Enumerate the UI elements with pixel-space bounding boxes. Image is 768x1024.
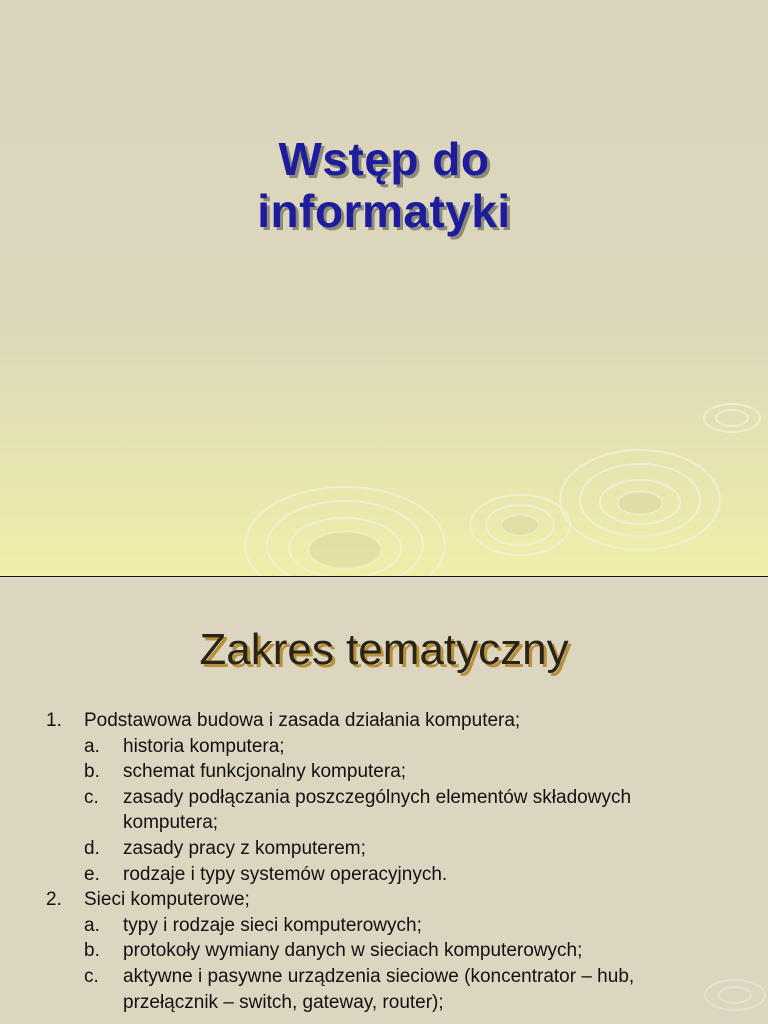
list-text: historia komputera; [123, 735, 285, 757]
list-text: Podstawowa budowa i zasada działania komputera; [84, 710, 521, 731]
list-item [0, 938, 768, 964]
list-item [0, 785, 768, 811]
slide-2-title: Zakres tematyczny [199, 625, 569, 674]
list-item [0, 708, 768, 734]
list-text: aktywne i pasywne urządzenia sieciowe (koncentrator – hub, [123, 965, 635, 987]
list-text: protokoły wymiany danych w sieciach komputerowych; [123, 940, 583, 962]
topic-list [0, 708, 768, 1015]
list-item [0, 964, 768, 990]
list-text: komputera; [123, 812, 219, 834]
list-marker: c. [84, 965, 99, 987]
list-item [0, 734, 768, 760]
list-item [0, 913, 768, 939]
title-line-1: Wstęp do [278, 133, 490, 185]
list-item [0, 759, 768, 785]
list-marker: c. [84, 786, 99, 808]
list-marker: d. [84, 837, 100, 859]
list-text: zasady podłączania poszczególnych elementów składowych [123, 786, 632, 808]
list-item [0, 887, 768, 913]
list-text: przełącznik – switch, gateway, router); [123, 991, 444, 1013]
list-marker: 2. [46, 889, 62, 911]
list-text: Sieci komputerowe; [84, 889, 250, 911]
title-line-2: informatyki [257, 185, 511, 237]
list-marker: a. [84, 914, 100, 936]
list-item [0, 836, 768, 862]
list-marker: a. [84, 735, 100, 757]
list-item [0, 990, 768, 1016]
list-text: schemat funkcjonalny komputera; [123, 761, 407, 783]
list-text: zasady pracy z komputerem; [123, 837, 366, 859]
list-item [0, 862, 768, 888]
list-item [0, 810, 768, 836]
list-marker: b. [84, 761, 100, 783]
list-marker: b. [84, 940, 100, 962]
slide-1-title [0, 133, 768, 237]
list-text: rodzaje i typy systemów operacyjnych. [123, 863, 448, 885]
list-text: typy i rodzaje sieci komputerowych; [123, 914, 422, 936]
list-marker: e. [84, 863, 100, 885]
list-marker: 1. [46, 710, 62, 731]
